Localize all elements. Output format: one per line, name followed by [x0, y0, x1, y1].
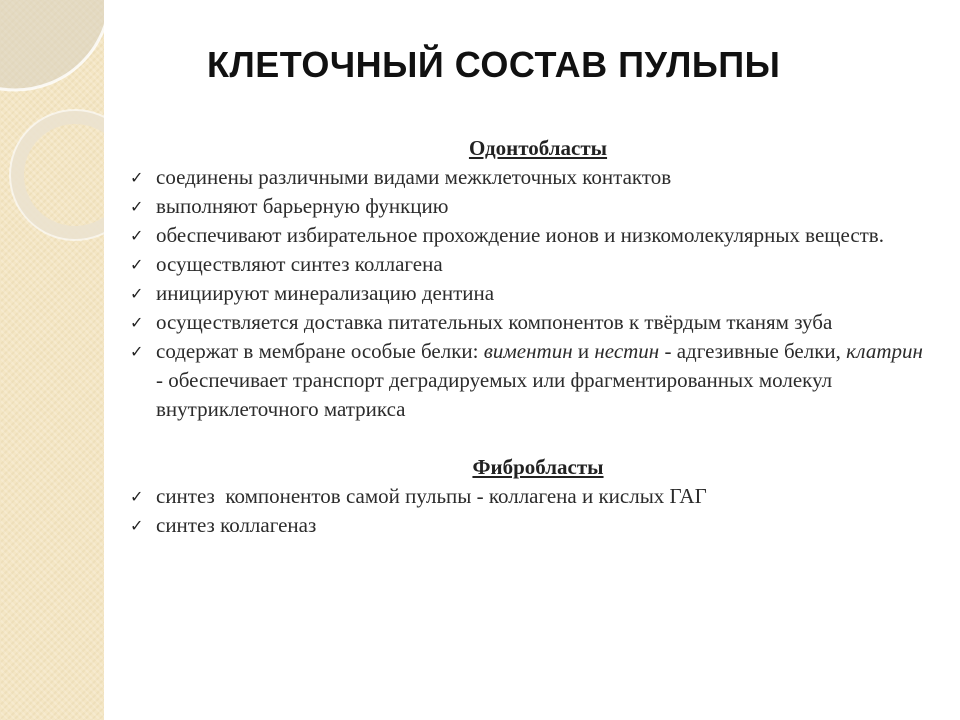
list-item: ✓ синтез компонентов самой пульпы - коллагена и кислых ГАГ	[128, 482, 928, 511]
list-item: ✓ обеспечивают избирательное прохождение ионов и низкомолекулярных веществ.	[128, 221, 928, 250]
checkmark-icon: ✓	[130, 168, 144, 187]
checkmark-icon: ✓	[130, 197, 144, 216]
protein-vimentin: виментин	[483, 339, 573, 363]
list-item: ✓ синтез коллагеназ	[128, 511, 928, 540]
list-item: ✓ соединены различными видами межклеточных контактов	[128, 163, 928, 192]
odontoblasts-list	[128, 163, 928, 424]
checkmark-icon: ✓	[130, 313, 144, 332]
checkmark-icon: ✓	[130, 226, 144, 245]
section-heading-fibroblasts: Фибробласты	[472, 455, 604, 479]
sidebar-edge	[104, 0, 107, 720]
list-item: ✓ осуществляют синтез коллагена	[128, 250, 928, 279]
list-item: ✓ инициируют минерализацию дентина	[128, 279, 928, 308]
protein-nestin: нестин	[594, 339, 660, 363]
checkmark-icon: ✓	[130, 487, 144, 506]
checkmark-icon: ✓	[130, 342, 144, 361]
decorative-ring-middle-edge	[10, 110, 107, 240]
decorative-sidebar	[0, 0, 107, 720]
list-item: ✓ содержат в мембране особые белки: виментин и нестин - адгезивные белки, клатрин - обеспечивает транспорт деградируемых или фрагментированных молекул внутриклеточного матрикса	[130, 339, 923, 421]
checkmark-icon: ✓	[130, 284, 144, 303]
checkmark-icon: ✓	[130, 516, 144, 535]
checkmark-icon: ✓	[130, 255, 144, 274]
decorative-circle-top	[0, 0, 107, 90]
fibroblasts-list	[128, 482, 928, 540]
protein-clathrin: клатрин	[846, 339, 923, 363]
slide-title: КЛЕТОЧНЫЙ СОСТАВ ПУЛЬПЫ	[207, 44, 781, 85]
list-item: ✓ осуществляется доставка питательных компонентов к твёрдым тканям зуба	[128, 308, 928, 337]
content	[128, 134, 928, 540]
section-heading-odontoblasts: Одонтобласты	[468, 136, 608, 160]
list-item: ✓ выполняют барьерную функцию	[128, 192, 928, 221]
decorative-ring-middle	[17, 117, 107, 233]
